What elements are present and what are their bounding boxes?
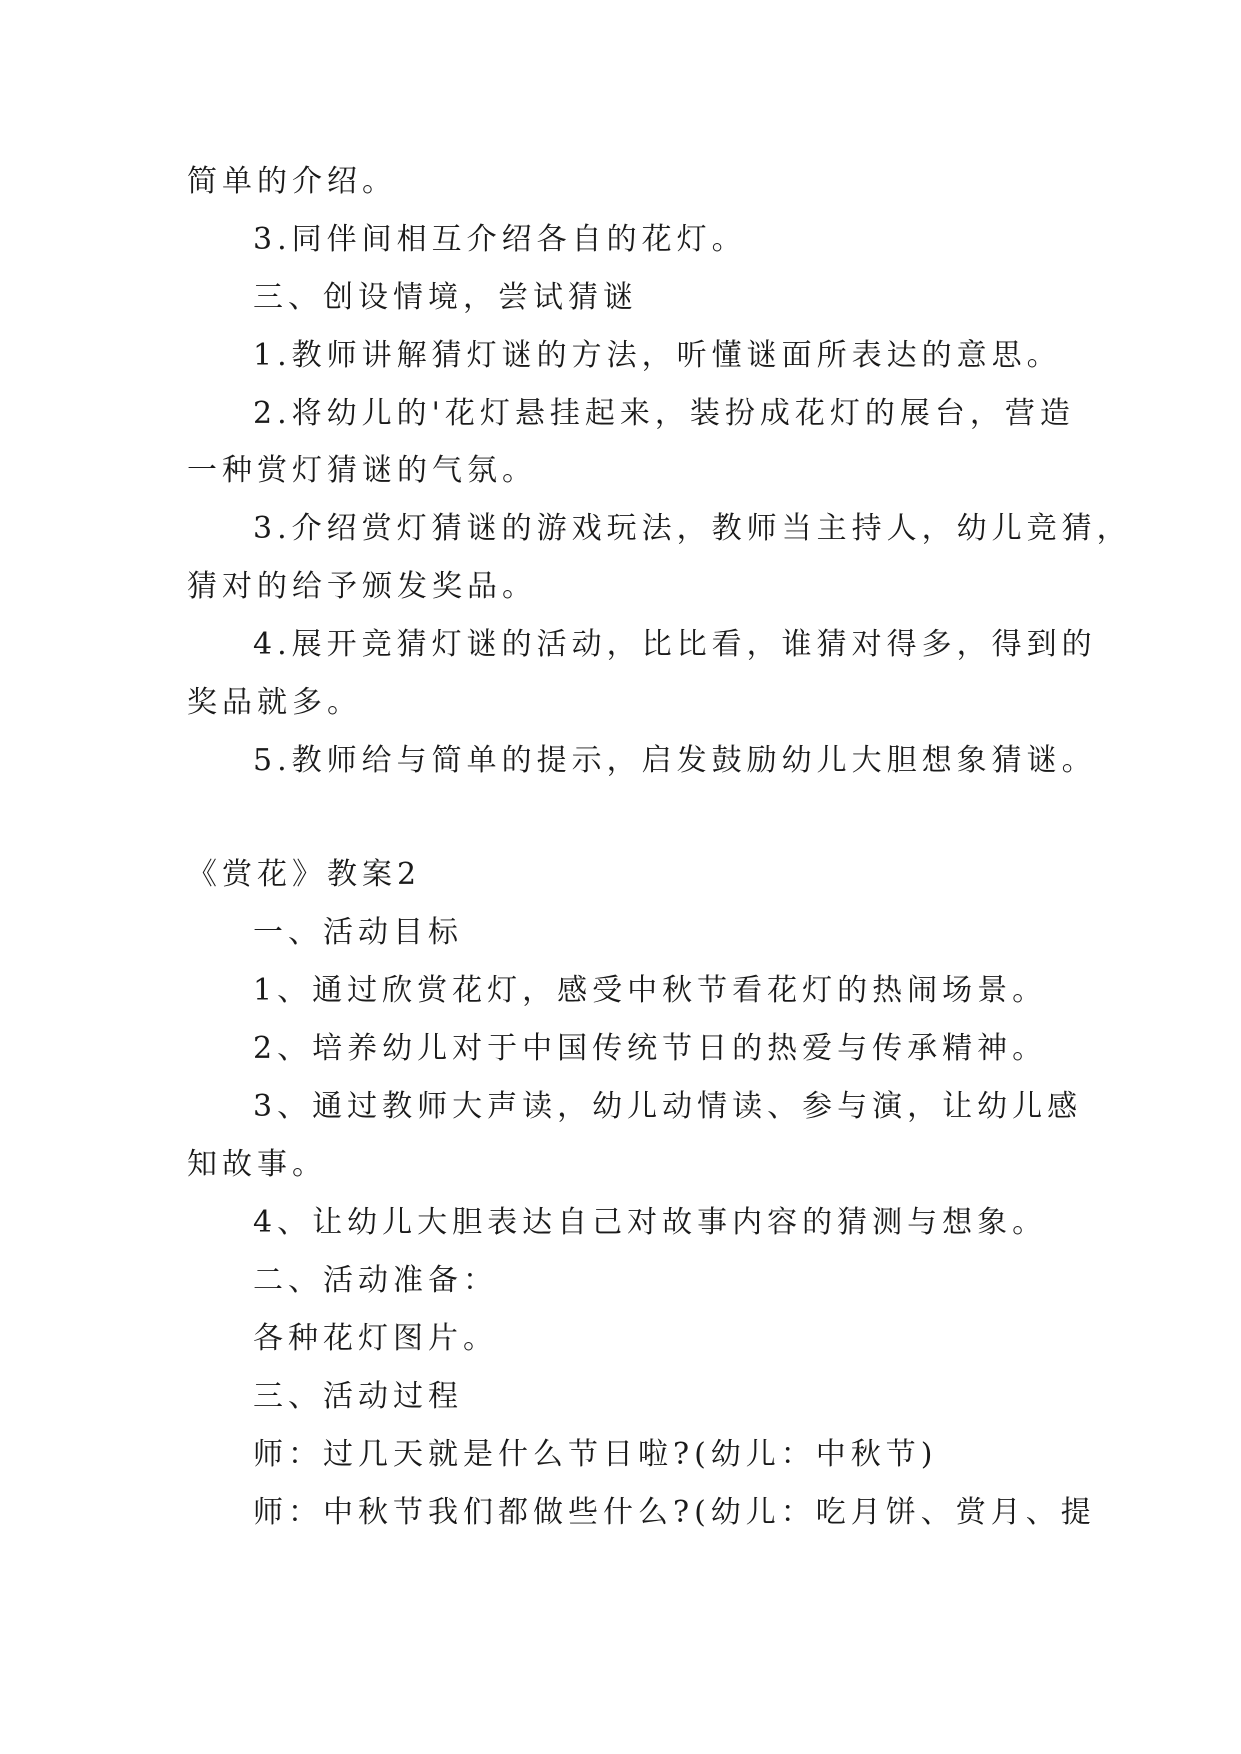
section-heading: 二、活动准备： bbox=[253, 1263, 498, 1298]
list-item: 4、让幼儿大胆表达自己对故事内容的猜测与想象。 bbox=[253, 1205, 1048, 1240]
document-title: 《赏花》教案2 bbox=[187, 857, 422, 892]
list-item-continuation: 奖品就多。 bbox=[187, 685, 362, 720]
list-item-continuation: 一种赏灯猜谜的气氛。 bbox=[187, 453, 537, 488]
section-heading: 三、活动过程 bbox=[253, 1379, 463, 1414]
list-item-continuation: 知故事。 bbox=[187, 1147, 327, 1182]
dialogue-line: 师：过几天就是什么节日啦?(幼儿：中秋节) bbox=[253, 1437, 938, 1472]
list-item: 1.教师讲解猜灯谜的方法，听懂谜面所表达的意思。 bbox=[253, 338, 1062, 373]
dialogue-line: 师：中秋节我们都做些什么?(幼儿：吃月饼、赏月、提 bbox=[253, 1495, 1096, 1530]
list-item: 2、培养幼儿对于中国传统节日的热爱与传承精神。 bbox=[253, 1031, 1048, 1066]
paragraph-line: 各种花灯图片。 bbox=[253, 1321, 498, 1356]
list-item: 3.介绍赏灯猜谜的游戏玩法，教师当主持人，幼儿竞猜， bbox=[253, 511, 1132, 546]
list-item: 3、通过教师大声读，幼儿动情读、参与演，让幼儿感 bbox=[253, 1089, 1083, 1124]
list-item: 5.教师给与简单的提示，启发鼓励幼儿大胆想象猜谜。 bbox=[253, 743, 1097, 778]
paragraph-line: 简单的介绍。 bbox=[187, 164, 397, 199]
section-heading: 三、创设情境，尝试猜谜 bbox=[253, 280, 638, 315]
list-item-continuation: 猜对的给予颁发奖品。 bbox=[187, 569, 537, 604]
list-item: 2.将幼儿的'花灯悬挂起来，装扮成花灯的展台，营造 bbox=[253, 396, 1075, 431]
paragraph-line: 3.同伴间相互介绍各自的花灯。 bbox=[253, 222, 747, 257]
list-item: 4.展开竞猜灯谜的活动，比比看，谁猜对得多，得到的 bbox=[253, 627, 1097, 662]
section-heading: 一、活动目标 bbox=[253, 915, 463, 950]
list-item: 1、通过欣赏花灯，感受中秋节看花灯的热闹场景。 bbox=[253, 973, 1048, 1008]
